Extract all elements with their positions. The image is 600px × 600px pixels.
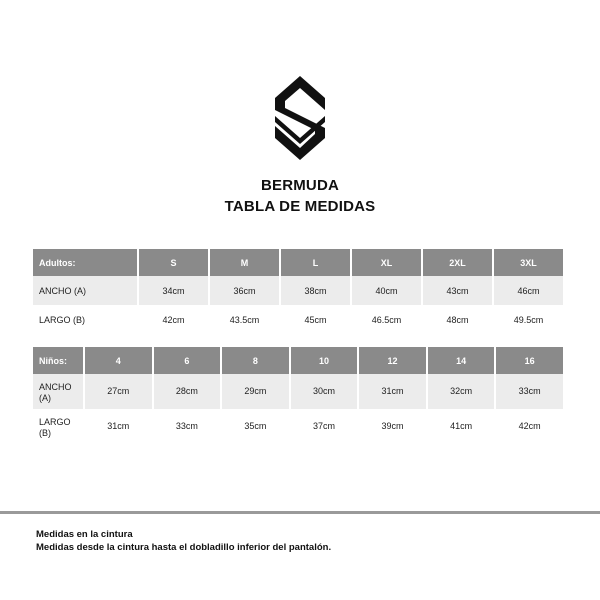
size-header: 6 — [154, 347, 221, 374]
size-header: 16 — [496, 347, 563, 374]
adults-header-label: Adultos: — [33, 249, 137, 276]
size-header: 4 — [85, 347, 152, 374]
size-header: XL — [352, 249, 421, 276]
measure-cell: 31cm — [359, 374, 426, 409]
table-row — [33, 409, 563, 444]
size-header: 12 — [359, 347, 426, 374]
measure-cell: 40cm — [352, 276, 421, 305]
measure-cell: 45cm — [304, 314, 327, 325]
measure-cell: 32cm — [428, 374, 495, 409]
adults-size-table — [31, 249, 565, 334]
table-row — [33, 305, 563, 334]
size-header: 8 — [222, 347, 289, 374]
kids-size-table — [31, 347, 565, 444]
measure-cell: 34cm — [139, 276, 208, 305]
measure-cell: 43.5cm — [229, 314, 260, 325]
measure-cell: 27cm — [85, 374, 152, 409]
table-row — [33, 276, 563, 305]
measure-cell: 41cm — [450, 421, 473, 431]
measure-cell: 38cm — [281, 276, 350, 305]
row-label: ANCHO (A) — [33, 276, 137, 305]
size-header: M — [210, 249, 279, 276]
measure-cell: 35cm — [244, 421, 267, 431]
size-header: S — [139, 249, 208, 276]
measure-cell: 46.5cm — [371, 314, 402, 325]
row-label — [33, 374, 83, 409]
measure-cell: 33cm — [496, 374, 563, 409]
row-label — [33, 409, 83, 444]
size-header: 14 — [428, 347, 495, 374]
product-title: BERMUDA — [260, 177, 340, 194]
measure-cell: 48cm — [446, 314, 469, 325]
note-waist: Medidas en la cintura — [36, 529, 133, 540]
measure-cell: 39cm — [381, 421, 404, 431]
row-label-line: (A) — [39, 392, 51, 403]
measure-cell: 28cm — [154, 374, 221, 409]
measure-cell: 33cm — [175, 421, 198, 431]
size-header: L — [281, 249, 350, 276]
measure-cell: 42cm — [162, 314, 185, 325]
adults-header-row — [33, 249, 563, 276]
measure-cell: 42cm — [518, 421, 541, 431]
footer-divider — [0, 511, 600, 514]
brand-logo-icon — [275, 76, 325, 160]
measure-cell: 29cm — [222, 374, 289, 409]
kids-header-label: Niños: — [33, 347, 83, 374]
measure-cell: 36cm — [210, 276, 279, 305]
kids-header-row — [33, 347, 563, 374]
size-header: 10 — [291, 347, 358, 374]
row-label: LARGO (B) — [39, 314, 86, 325]
measure-cell: 37cm — [312, 421, 335, 431]
measure-cell: 30cm — [291, 374, 358, 409]
row-label-line: ANCHO — [39, 381, 72, 392]
measure-cell: 31cm — [107, 421, 130, 431]
table-row — [33, 374, 563, 409]
size-header: 2XL — [423, 249, 492, 276]
row-label-line: (B) — [39, 427, 51, 438]
size-header: 3XL — [494, 249, 563, 276]
row-label-line: LARGO — [39, 416, 71, 427]
note-length: Medidas desde la cintura hasta el dobladillo inferior del pantalón. — [36, 542, 332, 553]
page-title: TABLA DE MEDIDAS — [224, 198, 376, 215]
measure-cell: 49.5cm — [513, 314, 544, 325]
measure-cell: 43cm — [423, 276, 492, 305]
measure-cell: 46cm — [494, 276, 563, 305]
